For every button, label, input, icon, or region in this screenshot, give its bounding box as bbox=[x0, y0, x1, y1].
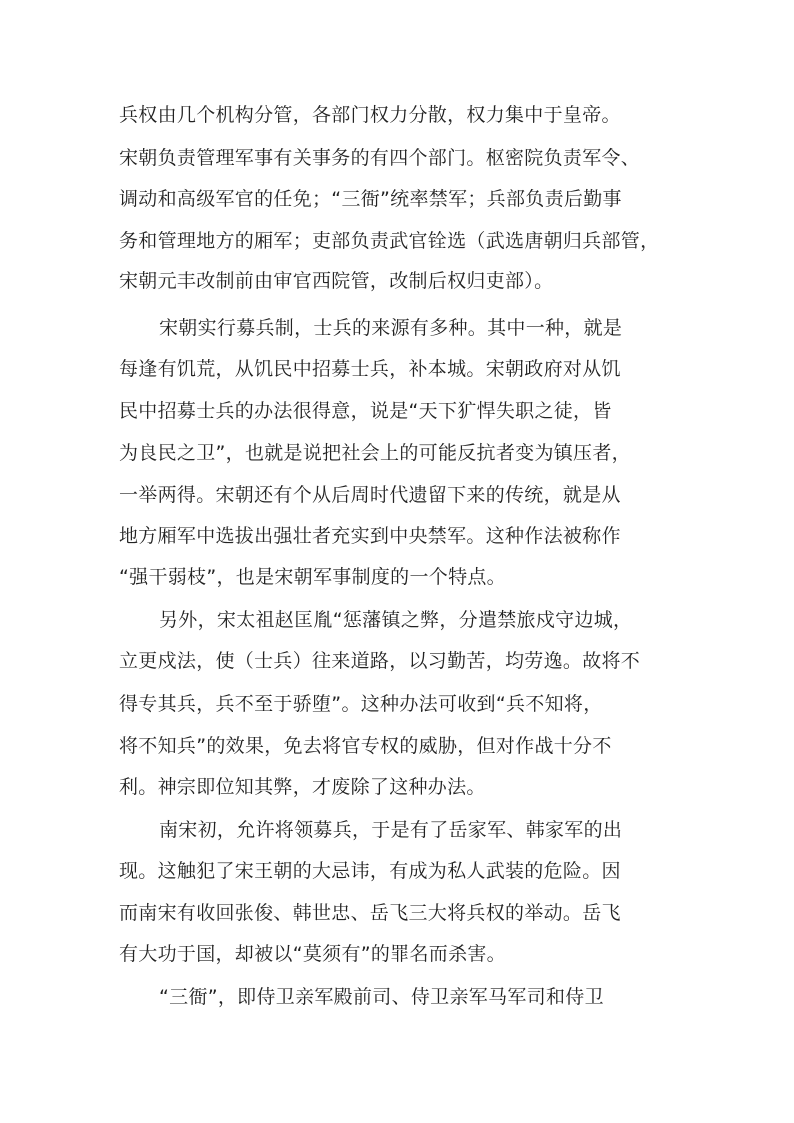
text-line: 为良民之卫”，也就是说把社会上的可能反抗者变为镇压者， bbox=[119, 442, 631, 464]
text-line: “强干弱枝”，也是宋朝军事制度的一个特点。 bbox=[119, 566, 506, 588]
text-line: 现。这触犯了宋王朝的大忌讳，有成为私人武装的危险。因 bbox=[119, 860, 621, 882]
text-line: 地方厢军中选拔出强壮者充实到中央禁军。这种作法被称作 bbox=[119, 525, 621, 547]
text-line: 兵权由几个机构分管，各部门权力分散，权力集中于皇帝。 bbox=[119, 104, 621, 126]
text-line: 另外，宋太祖赵匡胤“惩藩镇之弊，分遣禁旅戍守边城， bbox=[159, 609, 633, 631]
text-line: “三衙”，即侍卫亲军殿前司、侍卫亲军马军司和侍卫 bbox=[159, 986, 604, 1008]
text-line: 利。神宗即位知其弊，才废除了这种办法。 bbox=[119, 776, 486, 798]
text-line: 民中招募士兵的办法很得意，说是“天下犷悍失职之徒，皆 bbox=[119, 400, 612, 422]
text-line: 得专其兵，兵不至于骄堕”。这种办法可收到“兵不知将， bbox=[119, 693, 603, 715]
text-line: 立更戍法，使（士兵）往来道路，以习勤苦，均劳逸。故将不 bbox=[119, 650, 641, 672]
text-line: 宋朝负责管理军事有关事务的有四个部门。枢密院负责军令、 bbox=[119, 147, 641, 169]
text-line: 调动和高级军官的任免；“三衙”统率禁军；兵部负责后勤事 bbox=[119, 188, 622, 210]
text-line: 一举两得。宋朝还有个从后周时代遗留下来的传统，就是从 bbox=[119, 484, 621, 506]
text-line: 而南宋有收回张俊、韩世忠、岳飞三大将兵权的举动。岳飞 bbox=[119, 902, 621, 924]
text-line: 务和管理地方的厢军；吏部负责武官铨选（武选唐朝归兵部管， bbox=[119, 230, 660, 252]
text-line: 宋朝元丰改制前由审官西院管，改制后权归吏部）。 bbox=[119, 270, 554, 292]
text-line: 南宋初，允许将领募兵，于是有了岳家军、韩家军的出 bbox=[159, 819, 623, 841]
text-line: 每逢有饥荒，从饥民中招募士兵，补本城。宋朝政府对从饥 bbox=[119, 358, 621, 380]
text-line: 有大功于国，却被以“莫须有”的罪名而杀害。 bbox=[119, 943, 506, 965]
text-line: 宋朝实行募兵制，士兵的来源有多种。其中一种，就是 bbox=[159, 317, 623, 339]
text-line: 将不知兵”的效果，免去将官专权的威胁，但对作战十分不 bbox=[119, 735, 612, 757]
